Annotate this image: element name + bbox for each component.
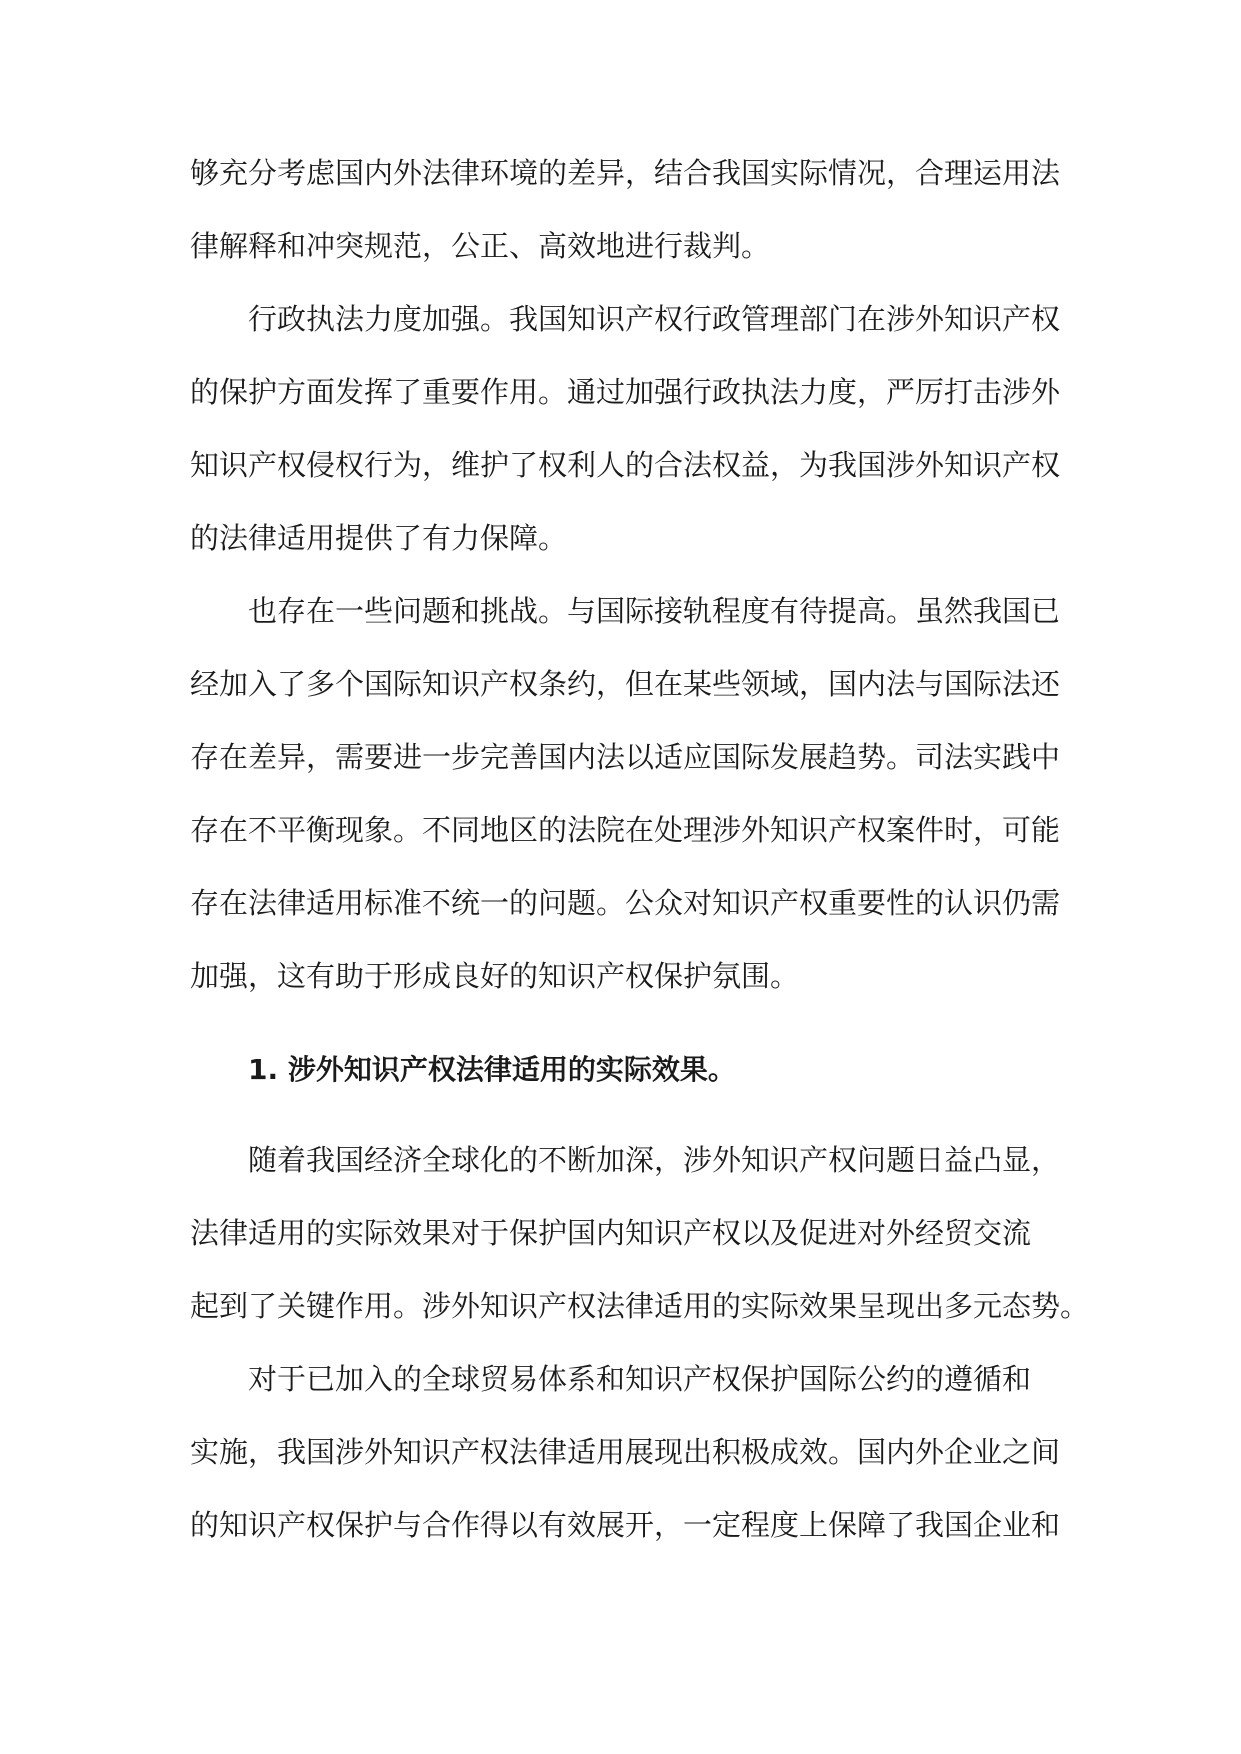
text-line: 经加入了多个国际知识产权条约，但在某些领域，国内法与国际法还	[190, 667, 1061, 701]
text-line: 存在法律适用标准不统一的问题。公众对知识产权重要性的认识仍需	[190, 886, 1061, 920]
text-line: 实施，我国涉外知识产权法律适用展现出积极成效。国内外企业之间	[190, 1435, 1061, 1469]
text-line: 法律适用的实际效果对于保护国内知识产权以及促进对外经贸交流	[190, 1216, 1032, 1250]
text-line: 存在不平衡现象。不同地区的法院在处理涉外知识产权案件时，可能	[190, 813, 1061, 847]
text-line: 的法律适用提供了有力保障。	[190, 521, 568, 555]
text-line: 也存在一些问题和挑战。与国际接轨程度有待提高。虽然我国已	[248, 594, 1061, 628]
text-line: 行政执法力度加强。我国知识产权行政管理部门在涉外知识产权	[248, 302, 1061, 336]
text-line: 随着我国经济全球化的不断加深，涉外知识产权问题日益凸显，	[248, 1143, 1061, 1177]
text-line: 的知识产权保护与合作得以有效展开，一定程度上保障了我国企业和	[190, 1508, 1061, 1542]
text-line: 存在差异，需要进一步完善国内法以适应国际发展趋势。司法实践中	[190, 740, 1061, 774]
section-heading: 1. 涉外知识产权法律适用的实际效果。	[248, 1053, 736, 1086]
text-line: 律解释和冲突规范，公正、高效地进行裁判。	[190, 229, 771, 263]
text-line: 加强，这有助于形成良好的知识产权保护氛围。	[190, 959, 800, 993]
text-line: 起到了关键作用。涉外知识产权法律适用的实际效果呈现出多元态势。	[190, 1289, 1090, 1323]
text-line: 够充分考虑国内外法律环境的差异，结合我国实际情况，合理运用法	[190, 156, 1061, 190]
text-line: 的保护方面发挥了重要作用。通过加强行政执法力度，严厉打击涉外	[190, 375, 1061, 409]
text-line: 知识产权侵权行为，维护了权利人的合法权益，为我国涉外知识产权	[190, 448, 1061, 482]
text-line: 对于已加入的全球贸易体系和知识产权保护国际公约的遵循和	[248, 1362, 1032, 1396]
